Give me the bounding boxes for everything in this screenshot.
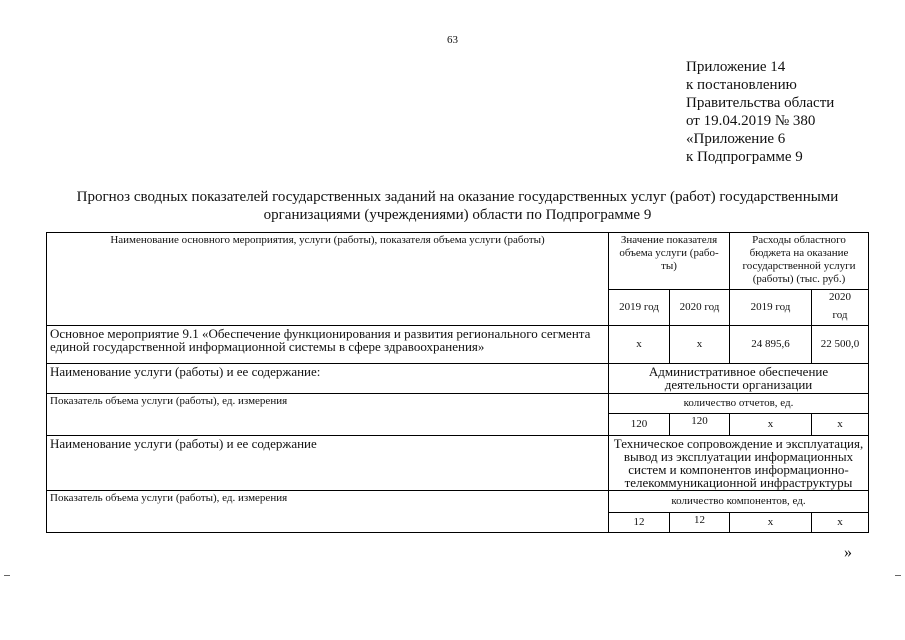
- measure-volume-2019: х: [609, 326, 670, 364]
- header-name: Наименование основного мероприятия, услуги (работы), показателя объема услуги (работы): [47, 233, 609, 326]
- header-expenses: Расходы областного бюджета на оказание государственной услуги (работы) (тыс. руб.): [730, 233, 869, 290]
- indicators-table: [46, 232, 869, 533]
- table-row-service-1: [47, 364, 869, 394]
- header-volume: Значение показателя объема услуги (рабо-ты): [609, 233, 730, 290]
- table-row-measure: [47, 326, 869, 364]
- indicator-1-label: Показатель объема услуги (работы), ед. измерения: [47, 394, 609, 436]
- indicator-1-expenses-2019: х: [730, 414, 812, 436]
- measure-volume-2020: х: [670, 326, 730, 364]
- appendix-line: к Подпрограмме 9: [686, 149, 803, 165]
- header-expenses-2020: [812, 290, 869, 326]
- measure-name: Основное мероприятие 9.1 «Обеспечение функционирования и развития регионального сегмента единой государственной информационной системы в сфере здравоохранения»: [47, 326, 609, 364]
- appendix-line: от 19.04.2019 № 380: [686, 113, 816, 129]
- service-1-label: Наименование услуги (работы) и ее содержание:: [47, 364, 609, 394]
- appendix-line: к постановлению: [686, 77, 797, 93]
- table-row-indicator-2-unit: [47, 491, 869, 513]
- indicator-1-unit: количество отчетов, ед.: [609, 394, 869, 414]
- header-expenses-2019: 2019 год: [730, 290, 812, 326]
- indicator-2-volume-2020: 12: [670, 513, 730, 533]
- page-edge-mark-right: [895, 575, 901, 576]
- indicator-2-expenses-2019: х: [730, 513, 812, 533]
- closing-quote: »: [844, 544, 852, 561]
- appendix-block: [686, 58, 834, 166]
- header-volume-2020: 2020 год: [670, 290, 730, 326]
- header-expenses-2020-top: 2020: [829, 291, 852, 303]
- indicator-1-volume-2019: 120: [609, 414, 670, 436]
- measure-expenses-2020: 22 500,0: [812, 326, 869, 364]
- header-volume-2019: 2019 год: [609, 290, 670, 326]
- document-title-line: организациями (учреждениями) области по Подпрограмме 9: [263, 207, 652, 223]
- document-title-line: Прогноз сводных показателей государственных заданий на оказание государственных услуг (работ) государственными: [76, 189, 839, 205]
- indicator-2-volume-2019: 12: [609, 513, 670, 533]
- measure-expenses-2019: 24 895,6: [730, 326, 812, 364]
- indicator-2-label: Показатель объема услуги (работы), ед. измерения: [47, 491, 609, 533]
- header-expenses-2020-bottom: год: [832, 309, 848, 321]
- appendix-line: «Приложение 6: [686, 131, 786, 147]
- indicator-1-volume-2020: 120: [670, 414, 730, 436]
- appendix-line: Правительства области: [686, 95, 835, 111]
- appendix-line: Приложение 14: [686, 59, 786, 75]
- service-2-label: Наименование услуги (работы) и ее содержание: [47, 436, 609, 491]
- page-number: 63: [447, 34, 458, 46]
- table-header-row: [47, 233, 869, 290]
- table-row-service-2: [47, 436, 869, 491]
- indicator-2-expenses-2020: х: [812, 513, 869, 533]
- table-row-indicator-1-unit: [47, 394, 869, 414]
- page-edge-mark-left: [4, 575, 10, 576]
- service-1-value: Административное обеспечение деятельности организации: [609, 364, 869, 394]
- service-2-value: Техническое сопровождение и эксплуатация, вывод из эксплуатации информационных систем и компонентов информационно-телекоммуникационной инфраструктуры: [609, 436, 869, 491]
- indicator-1-expenses-2020: х: [812, 414, 869, 436]
- document-title: [40, 188, 875, 224]
- indicator-2-unit: количество компонентов, ед.: [609, 491, 869, 513]
